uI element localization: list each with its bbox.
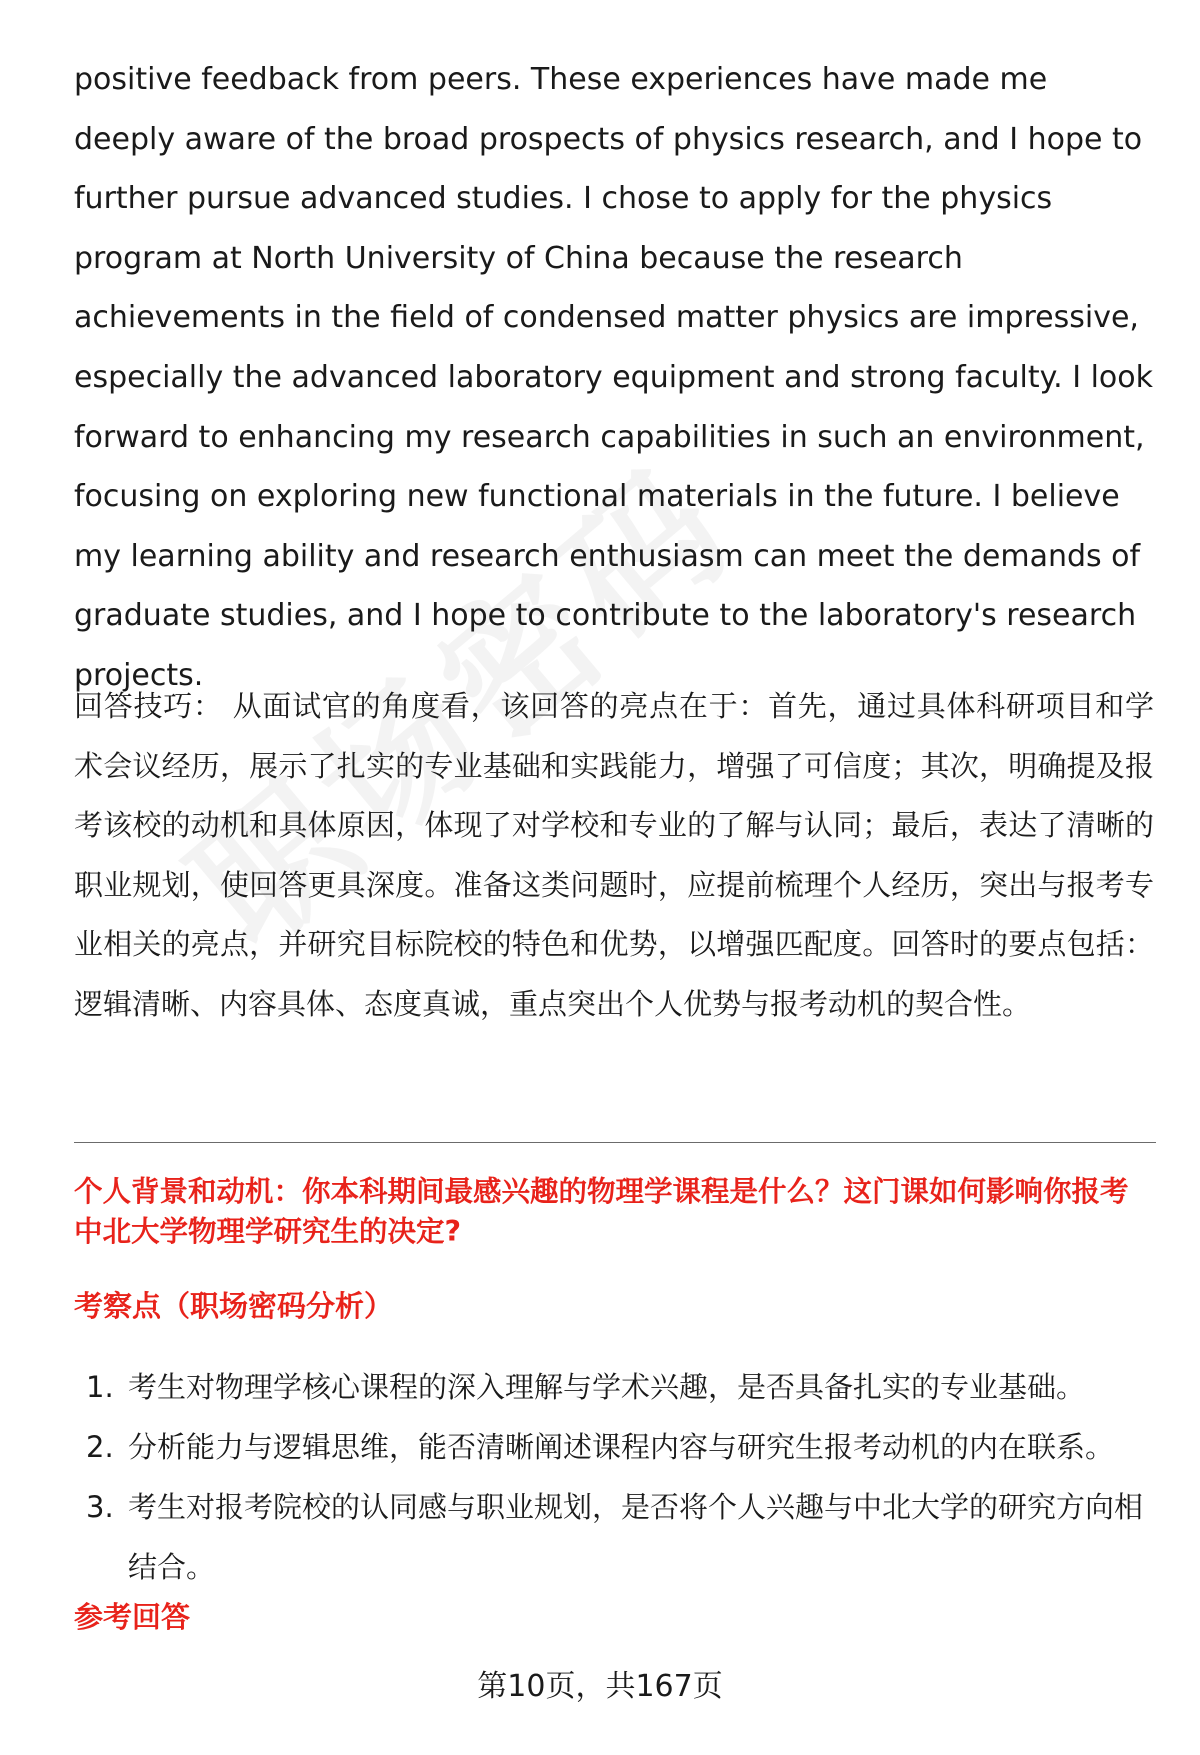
- list-item: [74, 1417, 1156, 1477]
- list-item-number: 1.: [86, 1370, 114, 1404]
- list-item-text: 分析能力与逻辑思维，能否清晰阐述课程内容与研究生报考动机的内在联系。: [128, 1430, 1115, 1464]
- section-divider: [74, 1142, 1156, 1143]
- list-item: [74, 1477, 1156, 1597]
- answer-heading: 参考回答: [74, 1600, 191, 1634]
- focus-heading: 考察点（职场密码分析）: [74, 1289, 394, 1323]
- list-item-text: 考生对物理学核心课程的深入理解与学术兴趣，是否具备扎实的专业基础。: [128, 1370, 1086, 1404]
- question-heading: 个人背景和动机：你本科期间最感兴趣的物理学课程是什么？这门课如何影响你报考中北大学物理学研究生的决定?: [74, 1175, 1129, 1248]
- list-item-text: 考生对报考院校的认同感与职业规划，是否将个人兴趣与中北大学的研究方向相结合。: [128, 1490, 1144, 1584]
- answer-paragraph-en: positive feedback from peers. These experiences have made me deeply aware of the broad prospects of physics research, and I hope to further pursue advanced studies. I chose to apply for the physics program at North University of China because the research achievements in the field of condensed matter physics are impressive, especially the advanced laboratory equipment and strong faculty. I look forward to enhancing my research capabilities in such an environment, focusing on exploring new functional materials in the future. I believe my learning ability and research enthusiasm can meet the demands of graduate studies, and I hope to contribute to the laboratory's research projects.: [74, 62, 1153, 693]
- focus-points-list: [74, 1357, 1156, 1597]
- answer-tips-paragraph: 回答技巧： 从面试官的角度看，该回答的亮点在于：首先，通过具体科研项目和学术会议经历，展示了扎实的专业基础和实践能力，增强了可信度；其次，明确提及报考该校的动机和具体原因，体现了对学校和专业的了解与认同；最后，表达了清晰的职业规划，使回答更具深度。准备这类问题时，应提前梳理个人经历，突出与报考专业相关的亮点，并研究目标院校的特色和优势，以增强匹配度。回答时的要点包括：逻辑清晰、内容具体、态度真诚，重点突出个人优势与报考动机的契合性。: [74, 689, 1154, 1021]
- list-item-number: 3.: [86, 1490, 114, 1524]
- page-number-footer: 第10页，共167页: [477, 1669, 723, 1704]
- list-item-number: 2.: [86, 1430, 114, 1464]
- list-item: [74, 1357, 1156, 1417]
